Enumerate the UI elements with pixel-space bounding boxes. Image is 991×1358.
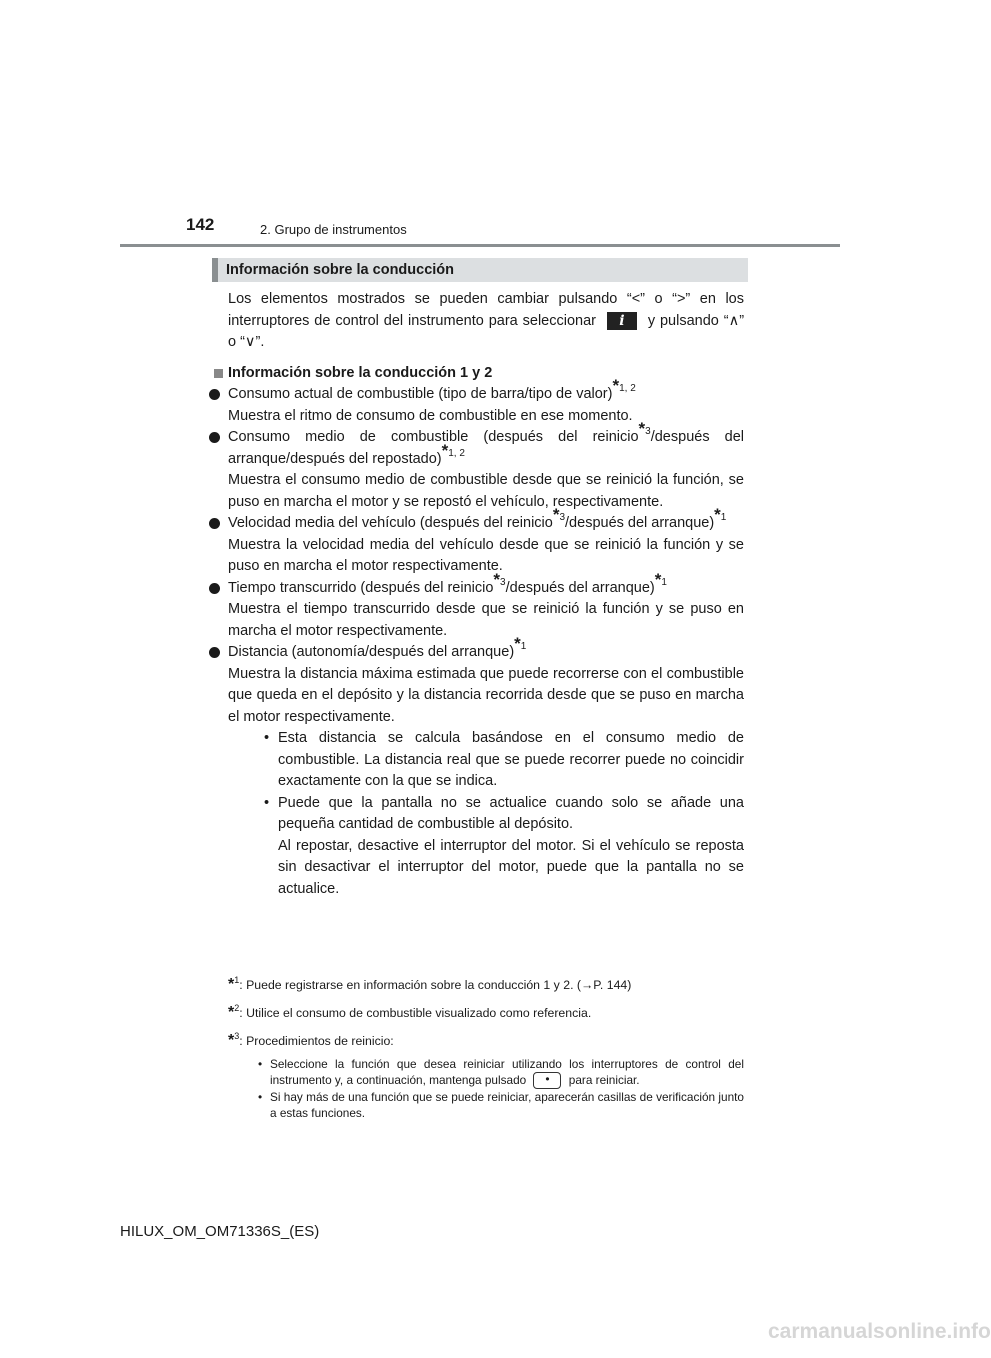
- footnote-ref: *3: [638, 419, 651, 438]
- watermark: carmanualsonline.info: [768, 1320, 991, 1343]
- circle-bullet-icon: [209, 583, 220, 594]
- footnote-ref: *3: [493, 569, 506, 589]
- item-title-cont: /después del arranque): [505, 579, 655, 596]
- item-title: Consumo medio de combustible (después del reinicio: [228, 429, 639, 445]
- footnote-ref: *1: [514, 634, 527, 653]
- item-description: Muestra el consumo medio de combustible desde que se reinició la función, se puso en marcha el motor y se repostó el vehículo, respectivamente.: [228, 472, 744, 510]
- footnote-note: • Seleccione la función que desea reiniciar utilizando los interruptores de control del instrumento y, a continuación, mantenga pulsado • para reiniciar.: [256, 1056, 744, 1089]
- section-title: Información sobre la conducción: [226, 262, 455, 278]
- footnote-ref: *1: [654, 569, 667, 589]
- header-section-title: 2. Grupo de instrumentos: [260, 222, 407, 237]
- item-title-cont: /después del arranque): [565, 515, 715, 531]
- footnotes: [228, 966, 744, 1121]
- intro-text-1: Los elementos mostrados se pueden cambiar pulsando “<” o “>” en los interruptores de control del instrumento para seleccionar: [228, 291, 744, 329]
- footnote-3-list: [256, 1056, 744, 1121]
- item-title: Velocidad media del vehículo (después del reinicio: [228, 515, 553, 531]
- subsection-heading: [228, 363, 744, 385]
- section-title-box: [212, 258, 748, 282]
- intro-paragraph: [228, 289, 744, 354]
- circle-bullet-icon: [209, 389, 220, 400]
- footnote-3: *$^3$: Procedimientos de reinicio:: [228, 1031, 394, 1049]
- circle-bullet-icon: [209, 647, 220, 658]
- footnote-1: *$^1$: Puede registrarse en información sobre la conducción 1 y 2. (→P. 144): [228, 975, 632, 993]
- main-content: [228, 289, 744, 900]
- footnote-note: • Si hay más de una función que se puede reiniciar, aparecerán casillas de verificación junto a estas funciones.: [256, 1089, 744, 1121]
- item-title: Distancia (autonomía/después del arranque): [228, 644, 515, 660]
- item-title-cont: /después del arranque/después del repostado): [228, 429, 745, 467]
- circle-bullet-icon: [209, 518, 220, 529]
- footnote-ref: *1, 2: [612, 376, 636, 395]
- note-continuation: Al repostar, desactive el interruptor del motor. Si el vehículo se reposta sin desactivar el interruptor del motor, puede que la pantalla no se actualice.: [278, 837, 744, 897]
- footnote-2: *$^2$: Utilice el consumo de combustible visualizado como referencia.: [228, 1003, 592, 1021]
- list-item: [228, 634, 744, 664]
- subsection-heading-text: Información sobre la conducción 1 y 2: [228, 364, 493, 381]
- footnote-ref: *1, 2: [441, 440, 465, 460]
- item-description: Muestra la distancia máxima estimada que puede recorrerse con el combustible que queda en el depósito y la distancia recorrida desde que se puso en marcha el motor respectivamente.: [228, 665, 744, 725]
- square-bullet-icon: [214, 369, 223, 378]
- info-icon: i: [607, 312, 637, 330]
- item-description: Muestra la velocidad media del vehículo desde que se reinició la función y se puso en marcha el motor respectivamente.: [228, 536, 744, 574]
- document-id: HILUX_OM_OM71336S_(ES): [120, 1223, 320, 1240]
- header-divider: [120, 244, 840, 247]
- reset-button-icon: •: [533, 1072, 561, 1089]
- item-description: Muestra el tiempo transcurrido desde que se reinició la función y se puso en marcha el motor respectivamente.: [228, 601, 744, 639]
- list-item: [228, 419, 745, 470]
- list-item: [228, 569, 744, 600]
- intro-text-2: y pulsando “∧” o “∨”.: [228, 312, 745, 350]
- note-item: • Puede que la pantalla no se actualice cuando solo se añade una pequeña cantidad de combustible al depósito.: [260, 793, 744, 836]
- circle-bullet-icon: [209, 432, 220, 443]
- footnote-ref: *3: [552, 505, 566, 524]
- item-description: Muestra el ritmo de consumo de combustible en ese momento.: [228, 407, 633, 424]
- footnote-ref: *1: [714, 505, 727, 524]
- list-item: [228, 505, 744, 535]
- item-title: Consumo actual de combustible (tipo de barra/tipo de valor): [228, 386, 613, 402]
- note-item: • Esta distancia se calcula basándose en el consumo medio de combustible. La distancia real que se puede recorrer puede no coincidir exactamente con la que se indica.: [260, 728, 744, 793]
- item-title: Tiempo transcurrido (después del reinicio: [228, 579, 494, 596]
- list-item: [228, 376, 744, 406]
- page-number: 142: [186, 215, 215, 234]
- note-list: [260, 728, 744, 836]
